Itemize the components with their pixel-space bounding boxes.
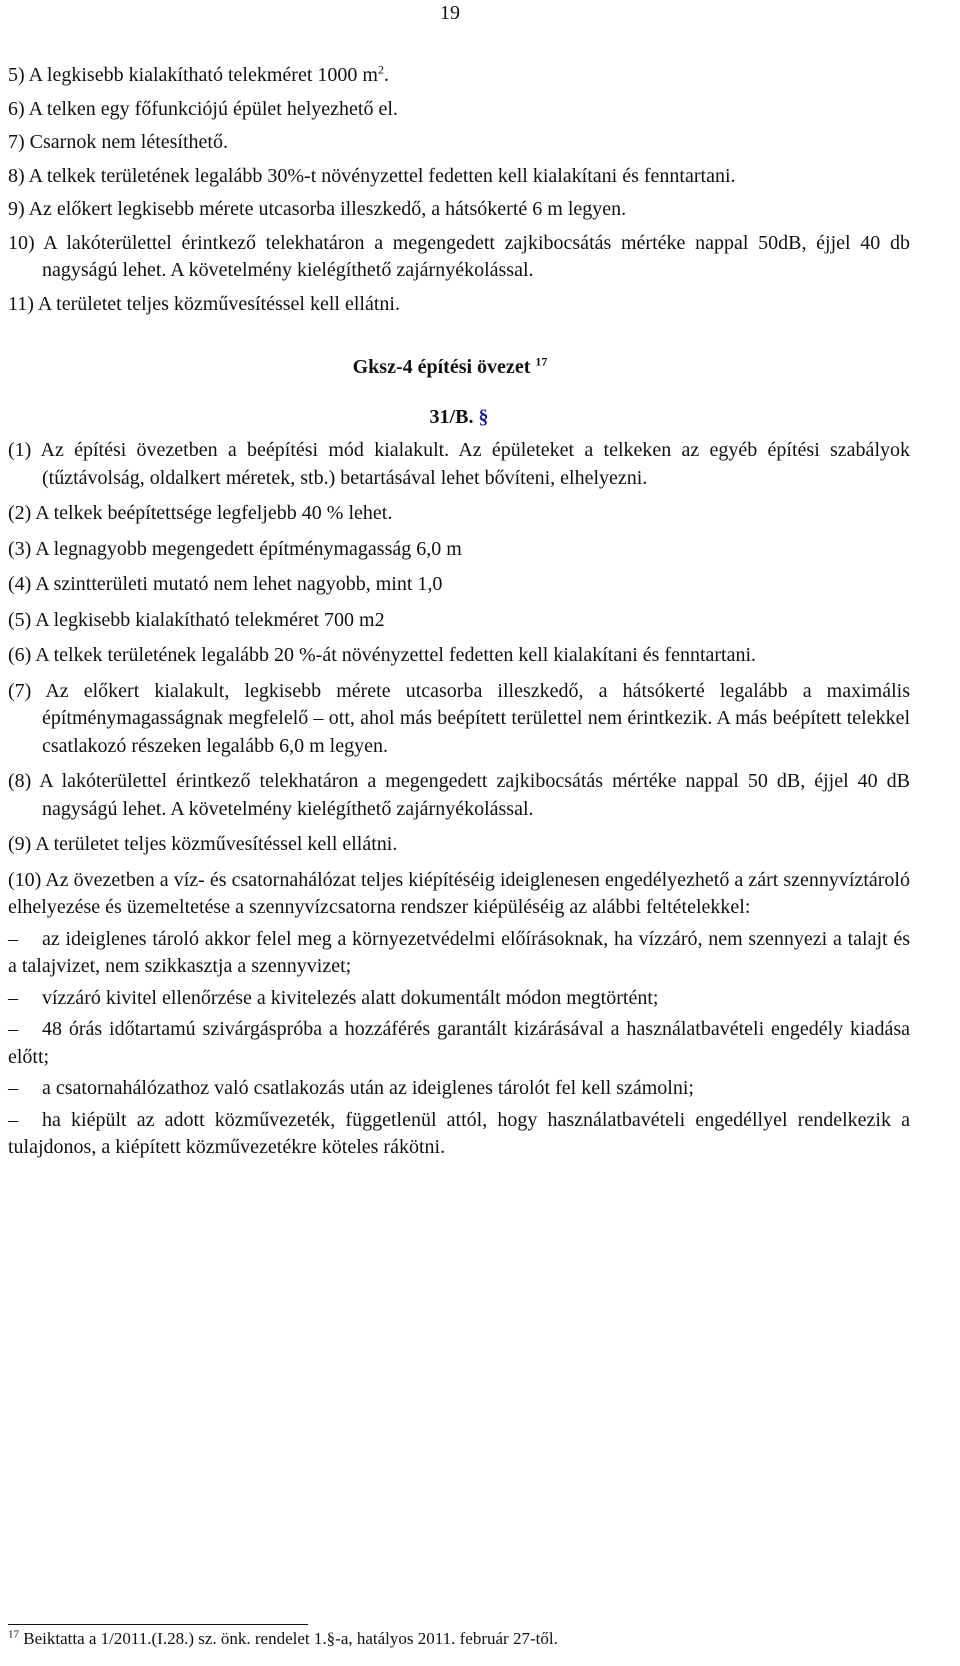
condition-item	[8, 1107, 910, 1162]
list-item	[8, 291, 910, 319]
list-item	[8, 230, 910, 285]
item-text: Csarnok nem létesíthető.	[29, 131, 228, 153]
item-text: A legnagyobb megengedett építménymagasság 6,0 m	[35, 537, 462, 560]
dash-marker: –	[8, 1018, 18, 1040]
item-number: 11)	[8, 292, 34, 315]
item-number: (7)	[8, 679, 32, 702]
item-text: A területet teljes közművesítéssel kell ellátni.	[35, 833, 398, 855]
condition-text: az ideiglenes tároló akkor felel meg a környezetvédelmi előírásoknak, ha vízzáró, nem szennyezi a talajt és a talajvizet, nem szikkasztja a szennyvizet;	[8, 927, 910, 977]
regulation-body	[8, 62, 910, 1166]
list-item	[8, 831, 910, 859]
item-number: 6)	[8, 97, 25, 120]
condition-item	[8, 926, 910, 981]
footnote-reference: 17	[535, 354, 548, 369]
item-text: A telken egy főfunkciójú épület helyezhető el.	[28, 97, 398, 120]
list-item	[8, 607, 910, 635]
list-item	[8, 96, 910, 124]
dash-marker: –	[8, 1077, 18, 1099]
dash-marker: –	[8, 1108, 18, 1131]
footnote-text: Beiktatta a 1/2011.(I.28.) sz. önk. rendelet 1.	[23, 1629, 327, 1648]
item-number: 7)	[8, 131, 25, 153]
item-text: A telkek területének legalább 20 %-át növényzettel fedetten kell kialakítani és fenntartani.	[35, 644, 757, 666]
superscript: 2	[377, 62, 384, 77]
condition-item	[8, 1016, 910, 1071]
item-number: 9)	[8, 198, 25, 220]
footnote	[8, 1629, 558, 1649]
item-text: Az övezetben a víz- és csatornahálózat teljes kiépítéséig ideiglenesen engedélyezhető a zárt szennyvíztároló elhelyezése és üzemeltetése a szennyvízcsatorna rendszer kiépüléséig az alábbi feltételekkel:	[8, 868, 910, 918]
item-text: Az előkert kialakult, legkisebb mérete utcasorba illeszkedő, a hátsókerté legalább a maximális építménymagasságnak megfelelő – ott, ahol más beépített területtel nem érintkezik. A más beépített telekkel csatlakozó részeken legalább 6,0 m legyen.	[42, 679, 910, 757]
list-item	[8, 571, 910, 599]
zone-title	[0, 354, 910, 382]
item-number: (4)	[8, 573, 32, 595]
item-number: 10)	[8, 231, 35, 254]
list-item	[8, 163, 910, 191]
item-text: A lakóterülettel érintkező telekhatáron a megengedett zajkibocsátás mértéke nappal 50dB, éjjel 40 db nagyságú lehet. A követelmény kielégíthető zajárnyékolással.	[42, 231, 910, 281]
list-item	[8, 678, 910, 761]
dash-marker: –	[8, 986, 18, 1009]
item-text: Az építési övezetben a beépítési mód kialakult. Az épületeket a telkeken az egyéb építési szabályok (tűztávolság, oldalkert méretek, stb.) betartásával lehet bővíteni, elhelyezni.	[40, 439, 910, 489]
list-item-10	[8, 867, 910, 922]
item-number: (9)	[8, 833, 32, 855]
page-number: 19	[440, 2, 460, 24]
zone-title-text: Gksz-4 építési övezet	[352, 356, 531, 378]
item-number: 5)	[8, 64, 25, 86]
item-number: (6)	[8, 644, 32, 666]
list-item	[8, 62, 910, 90]
footnote-mark: 17	[8, 1628, 19, 1641]
footnote-divider	[8, 1624, 308, 1625]
item-number: 8)	[8, 164, 25, 187]
item-number: (5)	[8, 608, 32, 631]
condition-item	[8, 1075, 910, 1103]
section-symbol-link[interactable]: §	[478, 405, 489, 428]
item-text: A területet teljes közművesítéssel kell ellátni.	[37, 292, 400, 315]
condition-text: ha kiépült az adott közművezeték, függetlenül attól, hogy használatbavételi engedéllyel rendelkezik a tulajdonos, a kiépített közművezetékre köteles rákötni.	[8, 1108, 910, 1158]
item-text: A telkek beépítettsége legfeljebb 40 % lehet.	[35, 502, 393, 524]
section-heading	[8, 404, 910, 432]
list-item	[8, 642, 910, 670]
list-item	[8, 196, 910, 224]
list-item	[8, 129, 910, 157]
list-item	[8, 536, 910, 564]
item-number: (2)	[8, 502, 32, 524]
footnote-symbol: §	[326, 1629, 336, 1648]
item-text: Az előkert legkisebb mérete utcasorba illeszkedő, a hátsókerté 6 m legyen.	[28, 198, 627, 220]
item-number: (1)	[8, 439, 32, 461]
item-text: A legkisebb kialakítható telekméret 1000 m	[28, 64, 378, 86]
footnote-tail: -a, hatályos 2011. február 27-től.	[335, 1629, 558, 1648]
item-number: (8)	[8, 770, 32, 792]
list-item	[8, 500, 910, 528]
item-text: A lakóterülettel érintkező telekhatáron a megengedett zajkibocsátás mértéke nappal 50 dB, éjjel 40 dB nagyságú lehet. A követelmény kielégíthető zajárnyékolással.	[39, 770, 910, 820]
condition-item	[8, 985, 910, 1013]
item-tail: .	[383, 64, 389, 86]
list-item	[8, 768, 910, 823]
item-text: A telkek területének legalább 30%-t növényzettel fedetten kell kialakítani és fenntartani.	[28, 164, 736, 187]
dash-marker: –	[8, 927, 18, 950]
condition-text: a csatornahálózathoz való csatlakozás után az ideiglenes tárolót fel kell számolni;	[42, 1077, 694, 1099]
list-item	[8, 437, 910, 492]
item-number: (3)	[8, 537, 32, 560]
condition-text: 48 órás időtartamú szivárgáspróba a hozzáférés garantált kizárásával a használatbavételi engedély kiadása előtt;	[8, 1018, 910, 1068]
item-text: A legkisebb kialakítható telekméret 700 m2	[35, 608, 385, 631]
item-text: A szintterületi mutató nem lehet nagyobb, mint 1,0	[35, 573, 443, 595]
section-number: 31/B.	[429, 405, 474, 428]
condition-text: vízzáró kivitel ellenőrzése a kivitelezés alatt dokumentált módon megtörtént;	[42, 986, 659, 1009]
item-number: (10)	[8, 868, 42, 891]
